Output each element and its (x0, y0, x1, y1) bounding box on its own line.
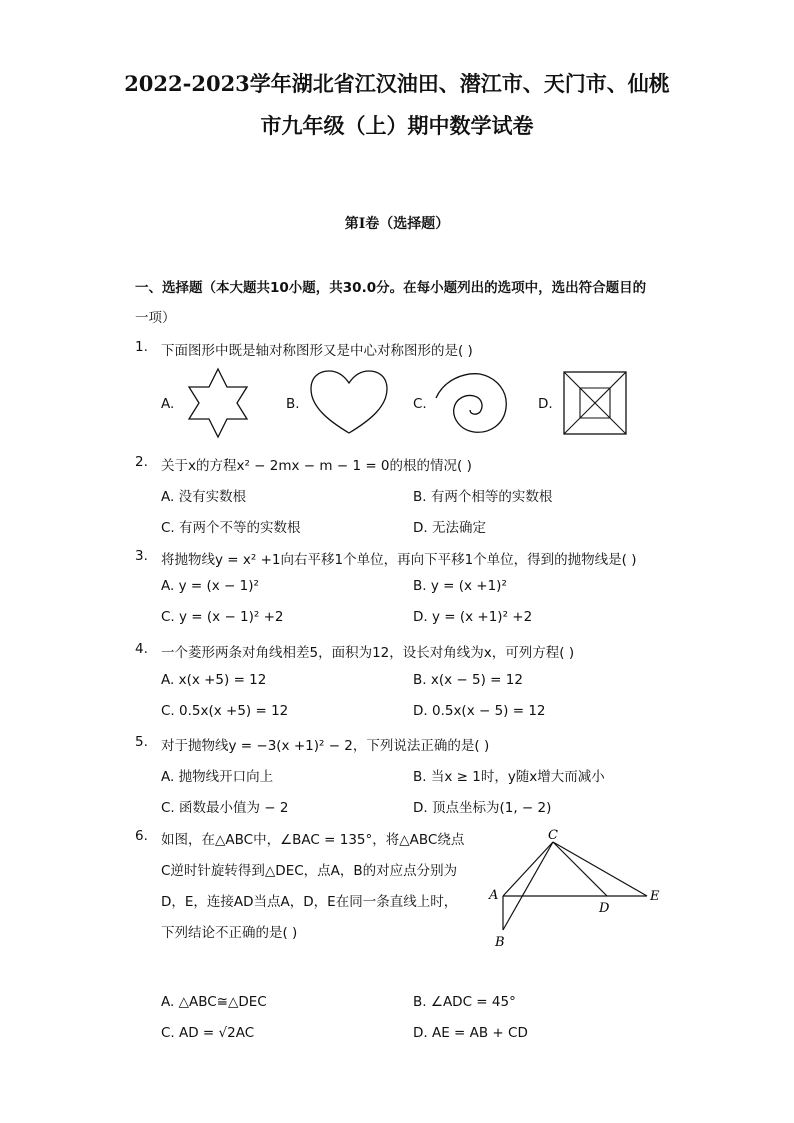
question-stem: 关于x的方程x² − 2mx − m − 1 = 0的根的情况( ) (161, 458, 472, 474)
label-e: E (650, 889, 660, 904)
volume-heading: 第I卷（选择题） (344, 216, 450, 232)
option-a-label: A. (161, 396, 175, 412)
section-heading-line1: 一、选择题（本大题共10小题，共30.0分。在每小题列出的选项中，选出符合题目的 (135, 280, 647, 296)
option-b-label: B. (286, 396, 300, 412)
label-b: B (495, 935, 505, 950)
question-stem-line: D，E，连接AD当点A，D，E在同一条直线上时， (161, 894, 458, 910)
triangle-figure (485, 826, 665, 950)
spiral-icon (434, 372, 510, 436)
option-d: D. 0.5x(x − 5) = 12 (413, 703, 546, 719)
option-c: C. AD = √2AC (161, 1025, 255, 1041)
segment-ce (553, 842, 647, 896)
heart-icon (309, 369, 389, 435)
option-a: A. x(x +5) = 12 (161, 672, 267, 688)
pinwheel-square-icon (563, 371, 627, 435)
page-title-line2: 市九年级（上）期中数学试卷 (260, 113, 534, 138)
question-number: 1. (135, 339, 148, 355)
option-d: D. AE = AB + CD (413, 1025, 528, 1041)
question-stem-line: 如图，在△ABC中，∠BAC = 135°，将△ABC绕点 (161, 832, 465, 848)
option-b: B. 当x ≥ 1时，y随x增大而减小 (413, 769, 605, 785)
question-stem: 下面图形中既是轴对称图形又是中心对称图形的是( ) (161, 343, 473, 359)
question-stem: 对于抛物线y = −3(x +1)² − 2，下列说法正确的是( ) (161, 738, 490, 754)
question-stem-line: C逆时针旋转得到△DEC，点A，B的对应点分别为 (161, 863, 458, 879)
option-a: A. y = (x − 1)² (161, 578, 259, 594)
option-d: D. 顶点坐标为(1, − 2) (413, 800, 552, 816)
option-d: D. 无法确定 (413, 520, 486, 536)
option-c: C. 有两个不等的实数根 (161, 520, 301, 536)
question-number: 3. (135, 548, 148, 564)
question-number: 4. (135, 641, 148, 657)
option-c: C. 0.5x(x +5) = 12 (161, 703, 289, 719)
segment-cb (503, 842, 553, 930)
option-a: A. 没有实数根 (161, 489, 247, 505)
question-number: 6. (135, 828, 148, 844)
section-heading-line2: 一项） (135, 310, 176, 326)
question-number: 5. (135, 734, 148, 750)
option-a: A. △ABC≅△DEC (161, 994, 267, 1010)
option-d: D. y = (x +1)² +2 (413, 609, 533, 625)
label-c: C (548, 828, 558, 843)
option-b: B. y = (x +1)² (413, 578, 507, 594)
option-c: C. y = (x − 1)² +2 (161, 609, 284, 625)
option-d-label: D. (538, 396, 553, 412)
question-stem: 将抛物线y = x² +1向右平移1个单位，再向下平移1个单位，得到的抛物线是( ) (161, 552, 637, 568)
page-title-line1: 2022-2023学年湖北省江汉油田、潜江市、天门市、仙桃 (124, 71, 670, 96)
option-c: C. 函数最小值为 − 2 (161, 800, 289, 816)
question-stem-line: 下列结论不正确的是( ) (161, 925, 298, 941)
option-b: B. ∠ADC = 45° (413, 994, 516, 1010)
option-a: A. 抛物线开口向上 (161, 769, 274, 785)
question-number: 2. (135, 454, 148, 470)
option-c-label: C. (413, 396, 427, 412)
option-b: B. 有两个相等的实数根 (413, 489, 553, 505)
label-d: D (599, 901, 610, 916)
question-stem: 一个菱形两条对角线相差5，面积为12，设长对角线为x，可列方程( ) (161, 645, 575, 661)
option-b: B. x(x − 5) = 12 (413, 672, 523, 688)
label-a: A (489, 888, 499, 903)
six-pointed-star-icon (182, 367, 254, 439)
segment-ca (503, 842, 553, 896)
